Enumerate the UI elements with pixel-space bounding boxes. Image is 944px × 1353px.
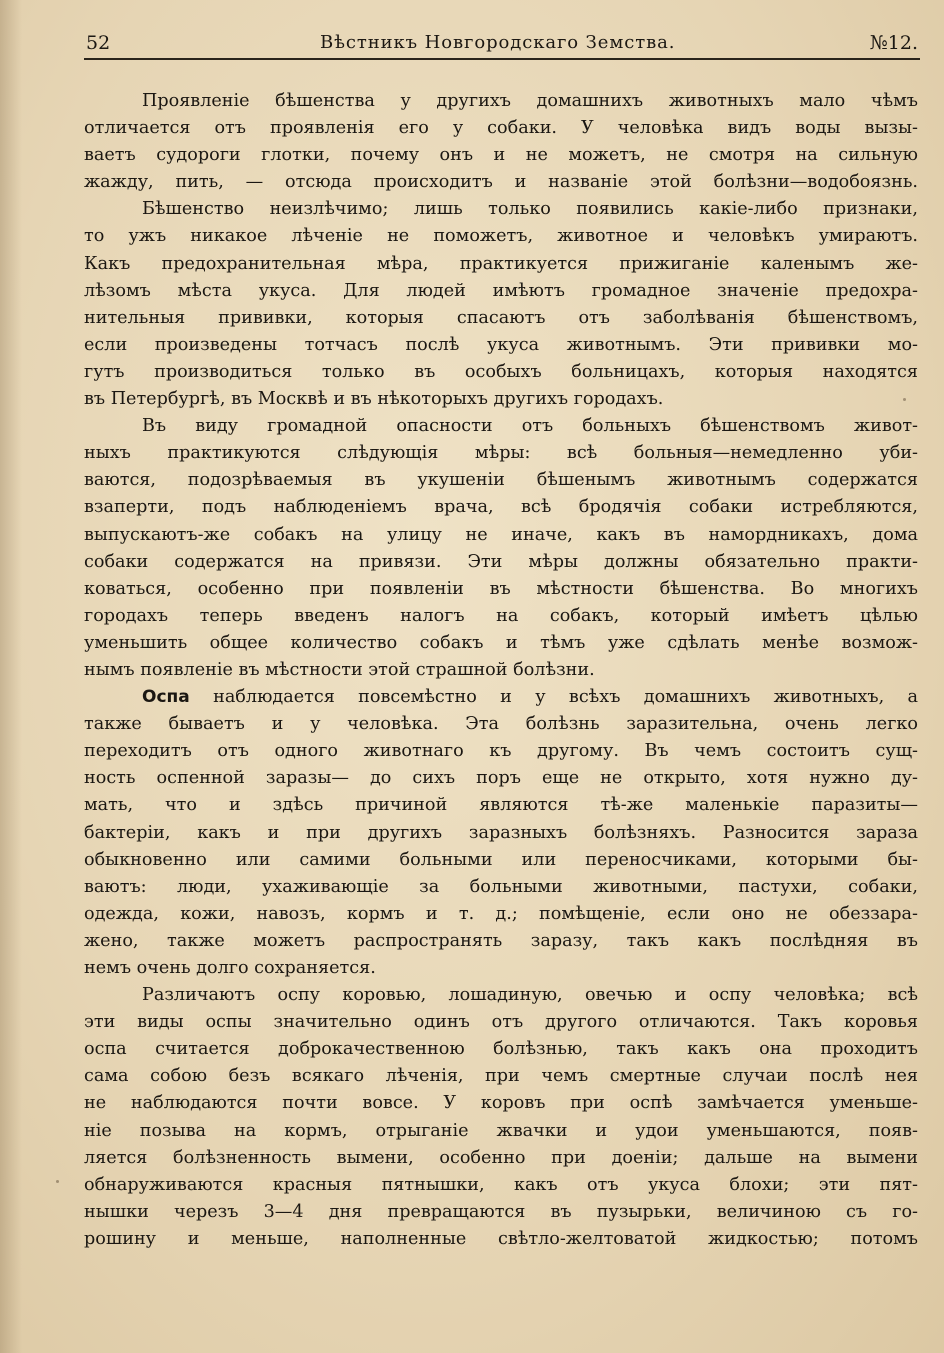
text-line: взаперти, подъ наблюденіемъ врача, всѣ бродячія собаки истребляются, [84, 497, 918, 518]
text-line: немъ очень долго сохраняется. [84, 958, 376, 978]
text-line: ваются, подозрѣваемыя въ укушеніи бѣшенымъ животнымъ содержатся [84, 470, 918, 491]
text-line: одежда, кожи, навозъ, кормъ и т. д.; помѣщеніе, если оно не обеззара- [84, 903, 918, 924]
text-line: также бываетъ и у человѣка. Эта болѣзнь заразительна, очень легко [84, 714, 918, 735]
text-line: бактеріи, какъ и при другихъ заразныхъ болѣзняхъ. Разносится зараза [84, 822, 918, 843]
text-line: отличается отъ проявленія его у собаки. У человѣка видъ воды вызы- [84, 118, 918, 139]
text-line: выпускаютъ-же собакъ на улицу не иначе, какъ въ намордникахъ, дома [84, 524, 918, 545]
issue-number: №12. [869, 32, 918, 54]
text-line-with-term [84, 684, 918, 711]
text-line: нительныя прививки, которыя спасаютъ отъ заболѣванія бѣшенствомъ, [84, 307, 918, 328]
text-line: ность оспенной заразы— до сихъ поръ еще не открыто, хотя нужно ду- [84, 768, 918, 789]
text-line: жено, также можетъ распространять заразу, такъ какъ послѣдняя въ [84, 930, 918, 951]
text-line: ваетъ судороги глотки, почему онъ и не можетъ, не смотря на сильную [84, 145, 918, 166]
text-line: въ Петербургѣ, въ Москвѣ и въ нѣкоторыхъ другихъ городахъ. [84, 389, 664, 410]
text-line: ляется болѣзненность вымени, особенно при доеніи; дальше на вымени [84, 1147, 918, 1168]
text-line: обыкновенно или самими больными или переносчиками, которыми бы- [84, 849, 918, 870]
text-line: Различаютъ оспу коровью, лошадиную, овечью и оспу человѣка; всѣ [142, 985, 918, 1006]
journal-title: Вѣстникъ Новгородскаго Земства. [320, 32, 676, 53]
text-line: нышки черезъ 3—4 дня превращаются въ пузырьки, величиною съ го- [84, 1201, 918, 1222]
text-line: не наблюдаются почти вовсе. У коровъ при оспѣ замѣчается уменьше- [84, 1093, 918, 1114]
text-line-rest: наблюдается повсемѣстно и у всѣхъ домашнихъ животныхъ, а [213, 687, 918, 708]
text-line: переходитъ отъ одного животнаго къ другому. Въ чемъ состоитъ сущ- [84, 741, 918, 762]
text-line: ніе позыва на кормъ, отрыганіе жвачки и удои уменьшаются, появ- [84, 1120, 918, 1141]
text-line: Въ виду громадной опасности отъ больныхъ бѣшенствомъ живот- [142, 416, 918, 437]
page-number: 52 [86, 32, 111, 54]
text-line: если произведены тотчасъ послѣ укуса животнымъ. Эти прививки мо- [84, 334, 918, 355]
text-line: эти виды оспы значительно одинъ отъ другого отличаются. Такъ коровья [84, 1012, 918, 1033]
text-line: ваютъ: люди, ухаживающіе за больными животными, пастухи, собаки, [84, 876, 918, 897]
text-line: рошину и меньше, наполненные свѣтло-желтоватой жидкостью; потомъ [84, 1228, 918, 1249]
text-line: ныхъ практикуются слѣдующія мѣры: всѣ больныя—немедленно уби- [84, 443, 918, 464]
section-term: Оспа [142, 687, 190, 708]
text-line: коваться, особенно при появленіи въ мѣстности бѣшенства. Во многихъ [84, 578, 918, 599]
text-line: Проявленіе бѣшенства у другихъ домашнихъ животныхъ мало чѣмъ [142, 91, 918, 111]
text-line: сама собою безъ всякаго лѣченія, при чемъ смертные случаи послѣ нея [84, 1066, 918, 1087]
article-body [84, 88, 918, 1253]
paper-speck [56, 1180, 59, 1183]
binding-shadow [0, 0, 22, 1353]
text-line: то ужъ никакое лѣченіе не поможетъ, животное и человѣкъ умираютъ. [84, 226, 918, 247]
running-header [84, 30, 920, 58]
text-line: жажду, пить, — отсюда происходитъ и названіе этой болѣзни—водобоязнь. [84, 172, 918, 193]
text-line: мать, что и здѣсь причиной являются тѣ-же маленькіе паразиты— [84, 795, 918, 816]
text-line: Какъ предохранительная мѣра, практикуется прижиганіе каленымъ же- [84, 253, 918, 274]
text-line: гутъ производиться только въ особыхъ больницахъ, которыя находятся [84, 361, 918, 382]
text-line: уменьшить общее количество собакъ и тѣмъ уже сдѣлать менѣе возмож- [84, 632, 918, 653]
text-line: обнаруживаются красныя пятнышки, какъ отъ укуса блохи; эти пят- [84, 1174, 918, 1195]
text-line: собаки содержатся на привязи. Эти мѣры должны обязательно практи- [84, 551, 918, 572]
header-rule [84, 58, 920, 60]
text-line: Бѣшенство неизлѣчимо; лишь только появились какіе-либо признаки, [142, 199, 918, 220]
text-line: оспа считается доброкачественною болѣзнью, такъ какъ она проходитъ [84, 1039, 918, 1060]
text-line: лѣзомъ мѣста укуса. Для людей имѣютъ громадное значеніе предохра- [84, 280, 918, 301]
paper-speck [903, 398, 906, 401]
text-line: городахъ теперь введенъ налогъ на собакъ, который имѣетъ цѣлью [84, 605, 918, 626]
text-line: нымъ появленіе въ мѣстности этой страшной болѣзни. [84, 659, 595, 680]
